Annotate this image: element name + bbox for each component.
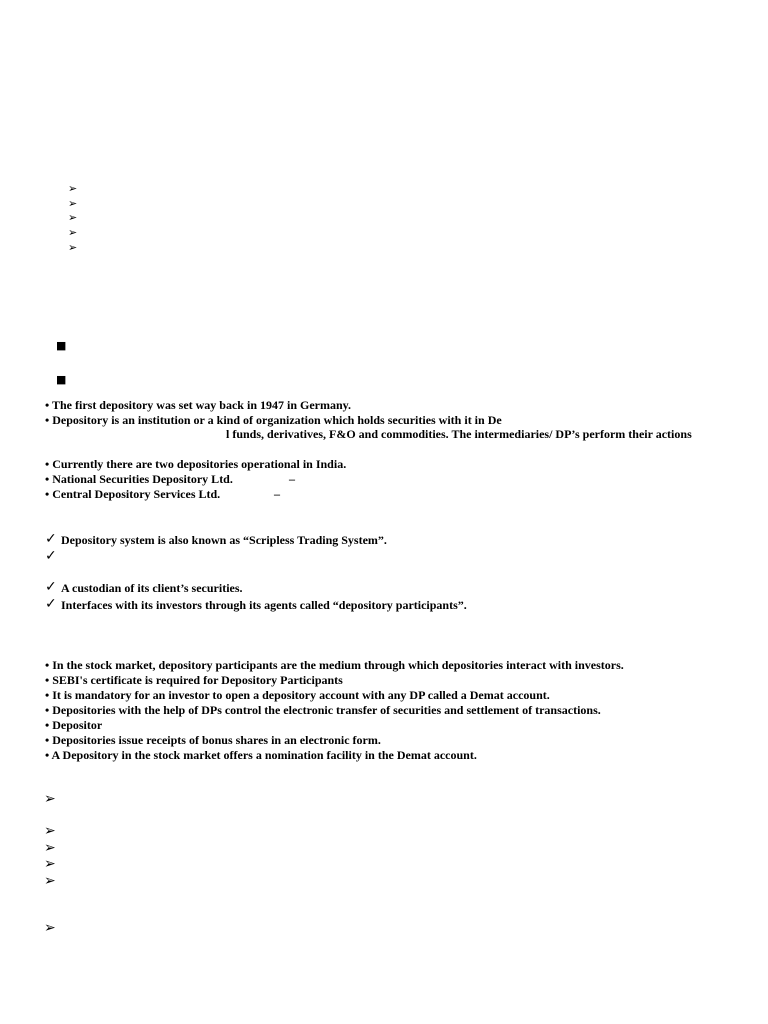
text-line: • National Securities Depository Ltd. (45, 472, 233, 486)
text-line-continuation: l funds, derivatives, F&O and commodities. The intermediaries/ DP’s perform their actions (226, 427, 692, 441)
arrow-bullet-icon: ➢ (44, 840, 56, 856)
text-line: • In the stock market, depository participants are the medium through which depositories interact with investors. (45, 658, 624, 672)
check-item-text: Depository system is also known as “Scripless Trading System”. (61, 533, 387, 547)
arrow-bullet-icon: ➢ (68, 211, 78, 224)
check-icon: ✓ (45, 531, 57, 547)
text-line: • Currently there are two depositories operational in India. (45, 457, 347, 471)
arrow-bullet-icon: ➢ (68, 241, 78, 254)
text-line: • The first depository was set way back in 1947 in Germany. (45, 398, 351, 412)
text-line: • It is mandatory for an investor to open a depository account with any DP called a Demat account. (45, 688, 550, 702)
text-line: • Central Depository Services Ltd. (45, 487, 221, 501)
text-line: • Depositor (45, 718, 103, 732)
text-line: • Depositories with the help of DPs control the electronic transfer of securities and settlement of transactions. (45, 703, 601, 717)
square-bullet-icon: ■ (56, 339, 67, 352)
text-line: • Depositories issue receipts of bonus shares in an electronic form. (45, 733, 381, 747)
check-icon: ✓ (45, 548, 57, 564)
check-icon: ✓ (45, 596, 57, 612)
arrow-bullet-icon: ➢ (68, 197, 78, 210)
text-line: • A Depository in the stock market offers a nomination facility in the Demat account. (45, 748, 477, 762)
arrow-bullet-icon: ➢ (68, 182, 78, 195)
check-item-text: Interfaces with its investors through its agents called “depository participants”. (61, 598, 467, 612)
arrow-bullet-icon: ➢ (68, 226, 78, 239)
square-bullet-icon: ■ (56, 373, 67, 386)
dash: – (289, 472, 295, 486)
arrow-bullet-icon: ➢ (44, 791, 56, 807)
arrow-bullet-icon: ➢ (44, 856, 56, 872)
text-line: • Depository is an institution or a kind of organization which holds securities with it in De (45, 413, 502, 427)
arrow-bullet-icon: ➢ (44, 920, 56, 936)
arrow-bullet-icon: ➢ (44, 873, 56, 889)
text-line: • SEBI's certificate is required for Depository Participants (45, 673, 343, 687)
arrow-bullet-icon: ➢ (44, 823, 56, 839)
check-item-text: A custodian of its client’s securities. (61, 581, 243, 595)
check-icon: ✓ (45, 579, 57, 595)
dash: – (274, 487, 280, 501)
